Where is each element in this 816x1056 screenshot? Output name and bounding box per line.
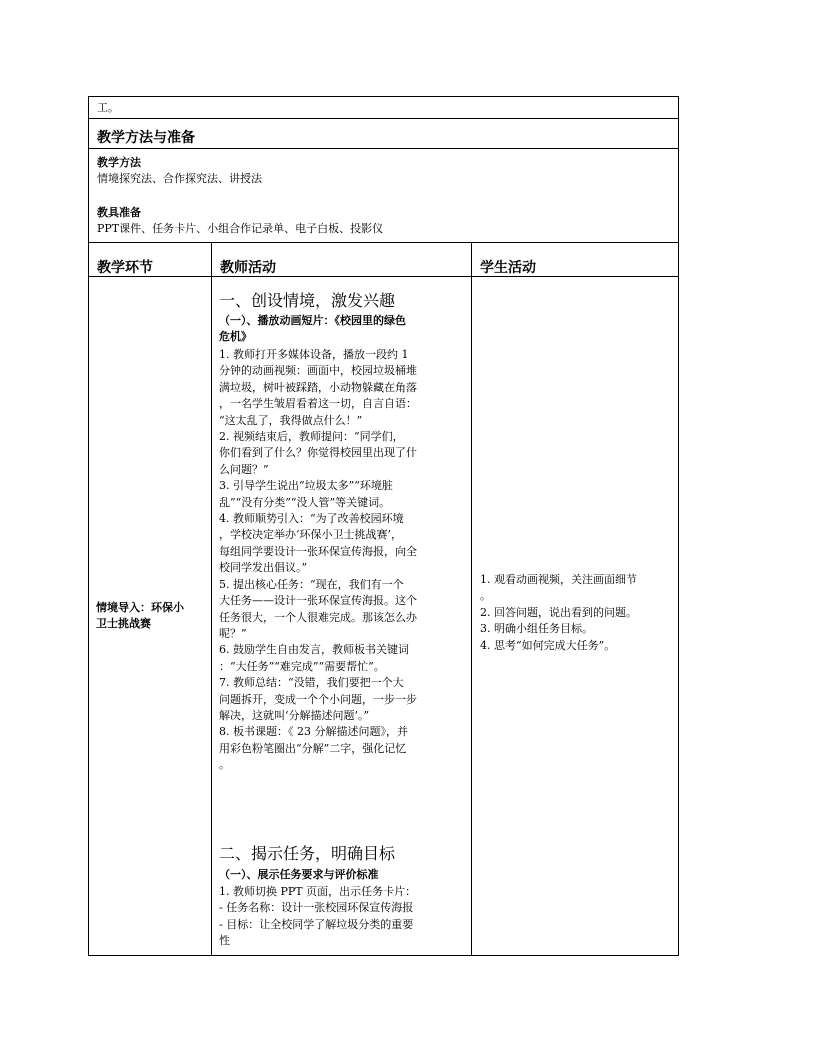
header-teacher: 教师活动 xyxy=(220,260,276,276)
text-line: 1. 教师打开多媒体设备，播放一段约 1 xyxy=(219,348,409,361)
text-line: 。 xyxy=(219,758,230,772)
section1-title: 一、创设情境，激发兴趣 xyxy=(219,291,396,310)
tools-heading: 教具准备 xyxy=(97,206,141,219)
text-line: 1. 观看动画视频，关注画面细节 xyxy=(480,573,637,586)
text-line: 2. 回答问题，说出看到的问题。 xyxy=(480,605,637,619)
section1-subtitle-line1: （一）、播放动画短片：《校园里的绿色 xyxy=(219,314,406,327)
text-line: 呢？” xyxy=(219,626,247,640)
header-cell-teacher xyxy=(212,243,472,276)
header-cell-stage xyxy=(89,243,212,276)
text-line: 你们看到了什么？你觉得校园里出现了什 xyxy=(219,446,417,460)
row-methods-content xyxy=(89,149,678,243)
student-activity-cell xyxy=(472,277,678,955)
text-line: 性 xyxy=(219,934,230,948)
text-line: - 任务名称：设计一张校园环保宣传海报 xyxy=(219,901,414,915)
stage-label-line1: 情境导入：环保小 xyxy=(96,601,184,614)
section2-subtitle: （一）、展示任务要求与评价标准 xyxy=(219,868,379,881)
text-line: “这太乱了，我得做点什么！” xyxy=(219,413,363,427)
content-row xyxy=(89,277,678,955)
text-line: 4. 教师顺势引入：“为了改善校园环境 xyxy=(219,512,404,526)
text-line: 问题拆开，变成一个个小问题，一步一步 xyxy=(219,692,417,706)
text-line: 么问题？” xyxy=(219,462,269,476)
section1-body xyxy=(219,347,417,774)
teacher-activity-cell xyxy=(212,277,472,955)
text-line: - 目标：让全校同学了解垃圾分类的重要 xyxy=(219,917,414,931)
text-line: 满垃圾，树叶被踩踏，小动物躲藏在角落 xyxy=(219,380,417,394)
section1-subtitle-line2: 危机》 xyxy=(219,330,252,343)
text-line: ，学校决定举办‘环保小卫士挑战赛’， xyxy=(219,528,402,542)
text-line: ：“大任务”“难完成”“需要帮忙”。 xyxy=(219,659,385,673)
text-line: 4. 思考“如何完成大任务”。 xyxy=(480,638,616,652)
text-line: 5. 提出核心任务：“现在，我们有一个 xyxy=(219,577,404,591)
section2-body xyxy=(219,884,416,950)
text-line: 大任务——设计一张环保宣传海报。这个 xyxy=(219,594,417,608)
row-continuation xyxy=(89,97,678,119)
row-methods-heading xyxy=(89,119,678,149)
methods-heading: 教学方法 xyxy=(97,156,141,169)
header-stage: 教学环节 xyxy=(97,260,153,276)
text-line: 每组同学要设计一张环保宣传海报，向全 xyxy=(219,544,417,558)
text-line: 。 xyxy=(480,589,491,603)
header-student: 学生活动 xyxy=(480,260,536,276)
text-line: 校同学发出倡议。” xyxy=(219,561,308,575)
text-line: 分钟的动画视频：画面中，校园垃圾桶堆 xyxy=(219,364,417,378)
continuation-text: 工。 xyxy=(97,101,119,114)
text-line: 解决，这就叫‘分解描述问题’。” xyxy=(219,708,370,722)
section-heading: 教学方法与准备 xyxy=(97,130,195,146)
text-line: 6. 鼓励学生自由发言，教师板书关键词 xyxy=(219,643,409,657)
lesson-plan-table xyxy=(88,96,679,956)
section2-title: 二、揭示任务，明确目标 xyxy=(219,844,396,863)
stage-label-line2: 卫士挑战赛 xyxy=(96,617,151,630)
text-line: 乱”“没有分类”“没人管”等关键词。 xyxy=(219,495,391,509)
methods-text: 情境探究法、合作探究法、讲授法 xyxy=(97,172,262,185)
tools-text: PPT课件、任务卡片、小组合作记录单、电子白板、投影仪 xyxy=(97,222,384,235)
text-line: 用彩色粉笔圈出“分解”二字，强化记忆 xyxy=(219,741,407,755)
text-line: 8. 板书课题：《 23 分解描述问题》，并 xyxy=(219,725,408,739)
text-line: 3. 明确小组任务目标。 xyxy=(480,622,593,636)
header-cell-student xyxy=(472,243,678,276)
text-line: ，一名学生皱眉看着这一切，自言自语： xyxy=(219,397,417,411)
text-line: 任务很大，一个人很难完成。那该怎么办 xyxy=(219,610,417,624)
text-line: 3. 引导学生说出“垃圾太多”“环境脏 xyxy=(219,479,393,493)
student-activities xyxy=(480,572,637,654)
text-line: 1. 教师切换 PPT 页面，出示任务卡片： xyxy=(219,885,417,898)
text-line: 2. 视频结束后，教师提问：“同学们， xyxy=(219,430,404,444)
stage-cell xyxy=(89,277,212,955)
text-line: 7. 教师总结：“没错，我们要把一个大 xyxy=(219,676,404,690)
table-header-row xyxy=(89,243,678,277)
